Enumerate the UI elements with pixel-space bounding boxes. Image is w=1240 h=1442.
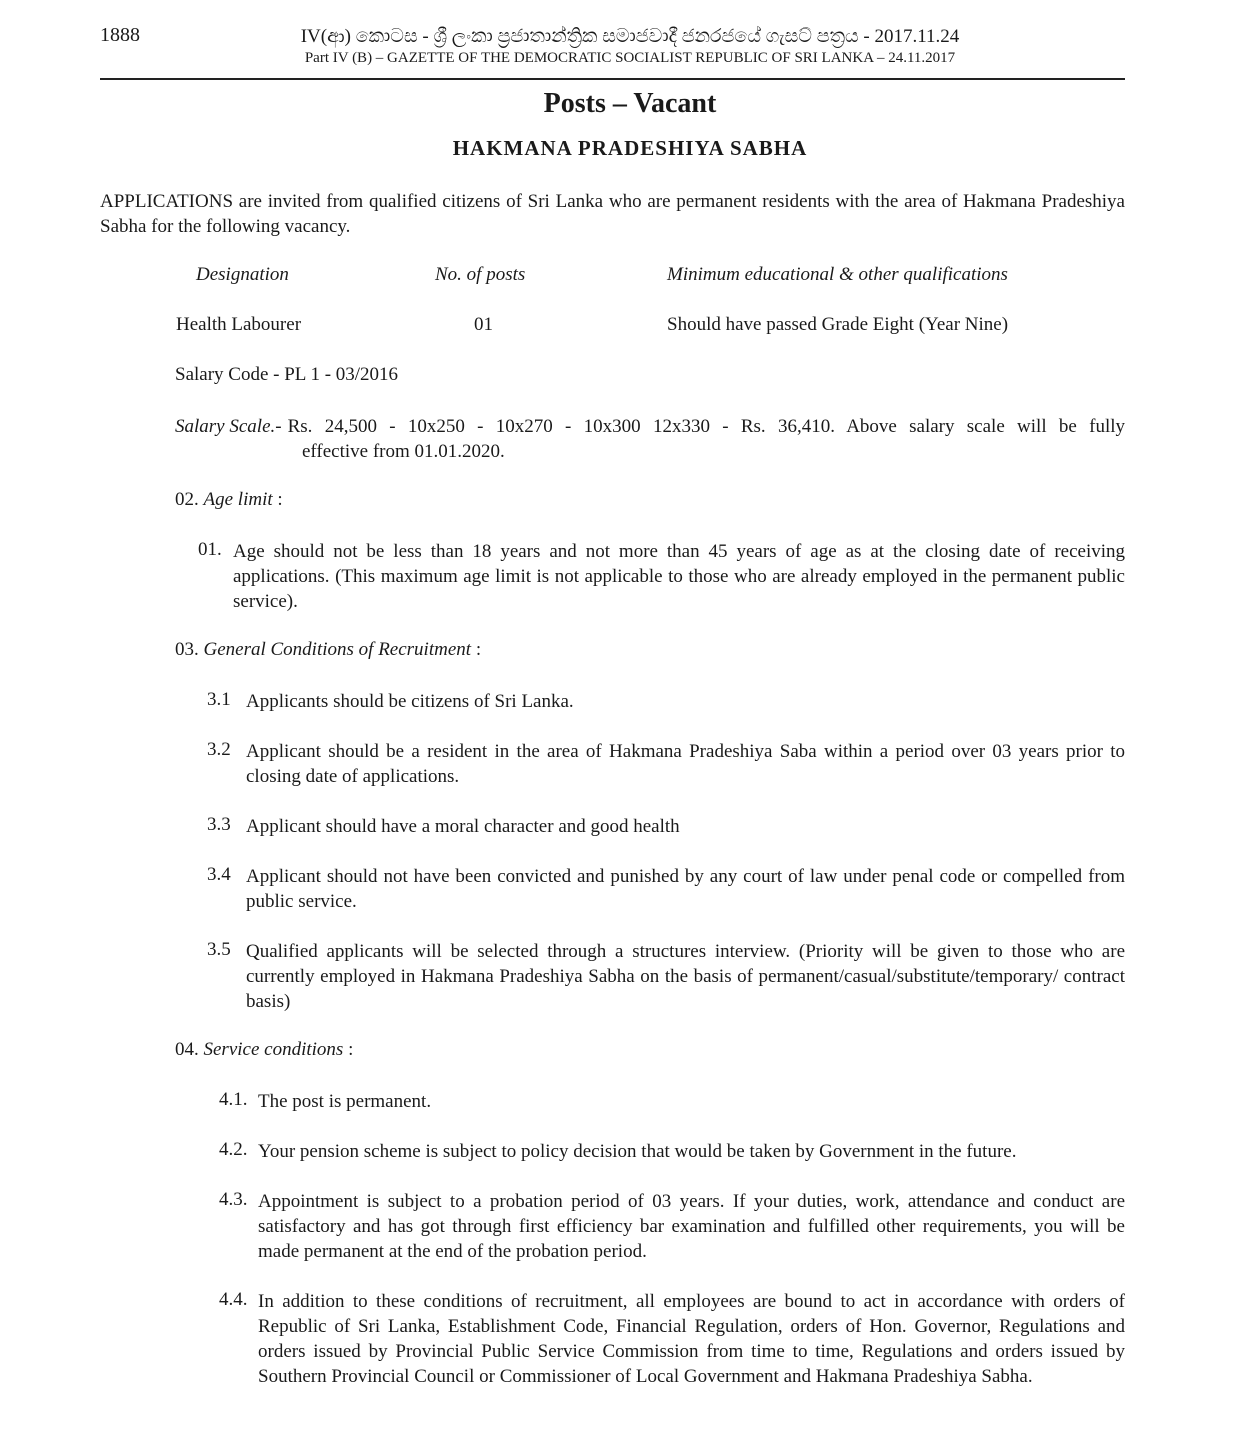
header-divider bbox=[100, 78, 1125, 80]
list-item-text: Qualified applicants will be selected through a structures interview. (Priority will be given to those who are currently employed in Hakmana Pradeshiya Sabha on the basis of permanent/casual/substitute/temporary/ contract basis) bbox=[246, 941, 1125, 1012]
list-item-number: 3.1 bbox=[207, 689, 231, 710]
table-header-posts: No. of posts bbox=[435, 264, 526, 285]
salary-scale-label: Salary Scale. bbox=[175, 416, 276, 437]
list-item-text: Applicants should be citizens of Sri Lanka. bbox=[246, 691, 574, 712]
salary-scale-effective: effective from 01.01.2020. bbox=[302, 441, 505, 462]
salary-scale-text: Rs. 24,500 - 10x250 - 10x270 - 10x300 12x330 - Rs. 36,410. Above salary scale will be fully bbox=[287, 416, 1125, 437]
list-item-number: 3.4 bbox=[207, 864, 231, 885]
table-cell-posts: 01 bbox=[474, 314, 493, 335]
list-item-text: Applicant should be a resident in the area of Hakmana Pradeshiya Saba within a period over 03 years prior to closing date of applications. bbox=[246, 741, 1125, 787]
list-item-text: The post is permanent. bbox=[258, 1091, 432, 1112]
list-item-text: Age should not be less than 18 years and not more than 45 years of age as at the closing date of receiving applications. (This maximum age limit is not applicable to those who are already employed in the permanent public service). bbox=[233, 541, 1125, 612]
list-item-number: 4.1. bbox=[219, 1089, 248, 1110]
table-cell-designation: Health Labourer bbox=[176, 314, 302, 335]
list-item-number: 01. bbox=[198, 539, 222, 560]
gazette-header-sinhala: IV(ආ) කොටස - ශ්‍රී ලංකා ප්‍රජාතාන්ත්‍රික සමාජවාදී ජනරජයේ ගැසට් පත්‍රය - 2017.11.24 bbox=[300, 26, 960, 47]
table-cell-qualifications: Should have passed Grade Eight (Year Nine) bbox=[667, 314, 1009, 335]
list-item-text: Your pension scheme is subject to policy decision that would be taken by Government in the future. bbox=[258, 1141, 1017, 1162]
intro-paragraph: APPLICATIONS are invited from qualified citizens of Sri Lanka who are permanent residents with the area of Hakmana Pradeshiya Sabha for the following vacancy. bbox=[100, 191, 1125, 237]
section-02-heading: 02. Age limit : bbox=[175, 489, 283, 510]
list-item-number: 4.2. bbox=[219, 1139, 248, 1160]
list-item-text: Appointment is subject to a probation period of 03 years. If your duties, work, attendance and conduct are satisfactory and has got through first efficiency bar examination and fulfilled other requirements, you will be made permanent at the end of the probation period. bbox=[258, 1191, 1125, 1262]
list-item-text: Applicant should have a moral character and good health bbox=[246, 816, 680, 837]
section-title: Posts – Vacant bbox=[543, 88, 717, 119]
list-item-number: 4.4. bbox=[219, 1289, 248, 1310]
page-number: 1888 bbox=[100, 24, 140, 46]
list-item-text: In addition to these conditions of recruitment, all employees are bound to act in accordance with orders of Republic of Sri Lanka, Establishment Code, Financial Regulation, orders of Hon. Governor, Regulations and orders issued by Provincial Public Service Commission from time to time, Regulations and orders issued by Southern Provincial Council or Commissioner of Local Government and Hakmana Pradeshiya Sabha. bbox=[258, 1291, 1125, 1387]
list-item-number: 3.3 bbox=[207, 814, 231, 835]
list-item-number: 3.2 bbox=[207, 739, 231, 760]
section-04-heading: 04. Service conditions : bbox=[175, 1039, 354, 1060]
salary-scale bbox=[175, 414, 1125, 464]
gazette-header-english: Part IV (B) – GAZETTE OF THE DEMOCRATIC SOCIALIST REPUBLIC OF SRI LANKA – 24.11.2017 bbox=[304, 50, 956, 66]
table-header-qualifications: Minimum educational & other qualifications bbox=[667, 264, 1008, 285]
salary-scale-dash: - bbox=[275, 416, 282, 437]
salary-code: Salary Code - PL 1 - 03/2016 bbox=[175, 364, 399, 385]
list-item-number: 3.5 bbox=[207, 939, 231, 960]
list-item-text: Applicant should not have been convicted and punished by any court of law under penal code or compelled from public service. bbox=[246, 866, 1125, 912]
organization-title: HAKMANA PRADESHIYA SABHA bbox=[452, 136, 808, 160]
list-item-number: 4.3. bbox=[219, 1189, 248, 1210]
table-header-designation: Designation bbox=[196, 264, 289, 285]
section-03-heading: 03. General Conditions of Recruitment : bbox=[175, 639, 482, 660]
